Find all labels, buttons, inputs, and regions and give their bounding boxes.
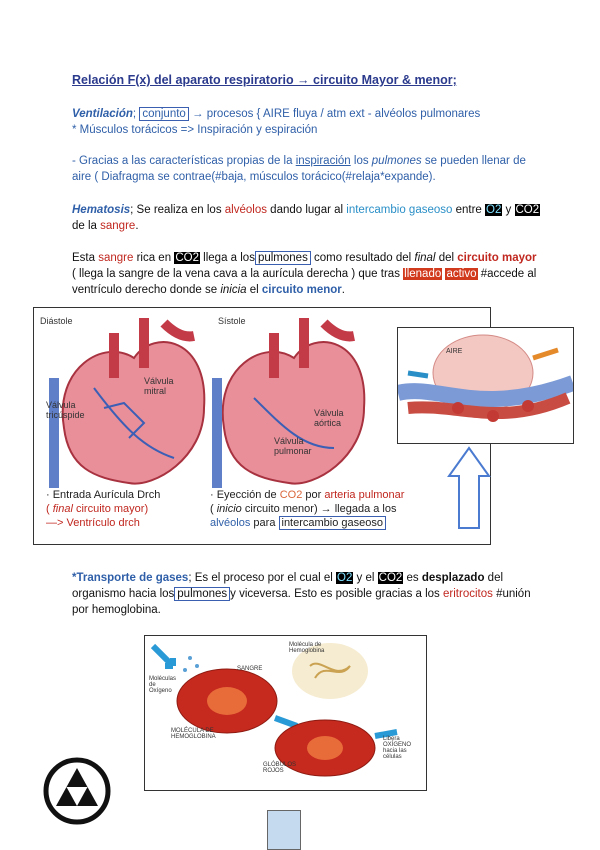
sangre-paragraph [72, 250, 542, 298]
hem-t4: y [502, 204, 515, 216]
heart-caption-right [210, 488, 485, 530]
aire-label: AIRE [446, 348, 463, 355]
sp-final: final [414, 252, 436, 264]
tr-co2: CO2 [378, 572, 403, 584]
hem-intercambio: intercambio gaseoso [346, 204, 453, 216]
hem-t5: de la [72, 220, 101, 232]
valvula-mitral-label: Válvula mitral [144, 376, 174, 396]
inspiracion-link: inspiración [295, 155, 351, 167]
cap-right-3a: alvéolos [210, 517, 251, 529]
sp-t9: . [341, 284, 345, 296]
transporte-paragraph [72, 570, 542, 618]
sp-t1: Esta [72, 252, 99, 264]
gracias-post: se pueden llenar de aire ( Diafragma se contrae(#baja, músculos torácico(#relaja*expande). [72, 155, 526, 183]
sp-t4: como resultado del [310, 252, 415, 264]
tr-pulmones: pulmones [174, 587, 230, 601]
hem-t3: entre [452, 204, 486, 216]
up-arrow-icon [447, 446, 491, 530]
sp-sangre: sangre [98, 252, 134, 264]
ventilacion-line2: * Músculos torácicos => Inspiración y espiración [72, 124, 318, 136]
tr-t1: ; Es el proceso por el cual el [188, 572, 336, 584]
gracias-mid: los [350, 155, 372, 167]
alveolo-illustration [398, 328, 573, 443]
sangre-label: SANGRE [237, 666, 263, 672]
tr-t2: y el [353, 572, 378, 584]
molecula-hemoglobina-top-label: Molécula de Hemoglobina [289, 642, 325, 654]
sistole-label: Sístole [218, 316, 246, 326]
tr-o2: O2 [337, 572, 353, 584]
sep: ; [132, 108, 137, 120]
ventilacion-text: → procesos { AIRE fluya / atm ext - alvéolos pulmonares [188, 108, 481, 120]
page-title: Relación F(x) del aparato respiratorio → circuito Mayor & menor; [72, 73, 457, 87]
sp-llenado: llenado [404, 268, 442, 280]
cap-right-3c: intercambio gaseoso [279, 516, 387, 530]
libera-oxigeno-label: Libera OXÍGENO hacia las células [383, 736, 412, 760]
gracias-pre: - Gracias a las características propias de la [72, 155, 296, 167]
hem-t2: dando lugar al [266, 204, 347, 216]
sp-t6: ( llega la sangre de la vena cava a la aurícula derecha ) que tras [72, 268, 404, 280]
cap-left-2c: circuito mayor) [72, 503, 149, 515]
sp-t2: rica en [133, 252, 175, 264]
conjunto-box: conjunto [139, 107, 188, 121]
sp-t5: del [435, 252, 458, 264]
valvula-tricuspide-label: Válvula tricúspide [46, 400, 85, 420]
sp-circuito-menor: circuito menor [261, 284, 342, 296]
bottom-box [267, 810, 301, 850]
cap-right-1d: arteria pulmonar [324, 489, 405, 501]
ventilacion-term: Ventilación [72, 108, 133, 120]
tr-t6: #unión por hemoglobina. [72, 588, 531, 616]
cap-right-3b: para [250, 517, 279, 529]
sp-inicia: inicia [220, 284, 247, 296]
hem-t6: . [135, 220, 139, 232]
gracias-paragraph [72, 153, 542, 185]
cap-right-1a: · Eyección de [210, 489, 280, 501]
hematosis-term: Hematosis [72, 204, 131, 216]
tr-desplazado: desplazado [421, 572, 485, 584]
tr-t3: es [403, 572, 422, 584]
hem-alveolos: alvéolos [224, 204, 267, 216]
cap-left-2b: final [52, 503, 73, 515]
pulmones-italic: pulmones [371, 155, 422, 167]
sp-t3: llega a los [199, 252, 255, 264]
valvula-pulmonar-label: Válvula pulmonar [274, 436, 312, 456]
sp-pulmones: pulmones [255, 251, 311, 265]
globulos-rojos-label: GLÓBULOS ROJOS [263, 762, 297, 774]
cap-right-2c: circuito menor) → llegada a los [241, 503, 397, 515]
hematosis-paragraph [72, 202, 542, 234]
tr-t4: del organismo hacia los [72, 572, 504, 600]
cap-right-1b: CO2 [279, 489, 303, 501]
cap-left-1: · Entrada Aurícula Drch [46, 489, 161, 501]
heart-caption-left [46, 488, 221, 530]
sp-activo: activo [446, 268, 477, 280]
ventilacion-paragraph [72, 106, 542, 138]
diastole-label: Diástole [40, 316, 73, 326]
hem-sangre: sangre [100, 220, 136, 232]
sp-co2: CO2 [175, 252, 199, 264]
transporte-term: *Transporte de gases [72, 572, 189, 584]
cap-right-2b: inicio [216, 503, 242, 515]
alveolo-figure [397, 327, 574, 444]
hem-t1: ; Se realiza en los [130, 204, 225, 216]
hemoglobina-figure [144, 635, 427, 791]
hem-co2: CO2 [515, 204, 540, 216]
tr-t5: y viceversa. Esto es posible gracias a los [230, 588, 444, 600]
tr-eritrocitos: eritrocitos [443, 588, 493, 600]
cap-right-2a: ( [210, 503, 217, 515]
triforce-logo-icon [42, 756, 112, 826]
cap-left-2a: ( [46, 503, 53, 515]
heart-sistole-drawing [217, 318, 364, 488]
cap-left-3: —> Ventrículo drch [46, 517, 140, 529]
sp-t8: el [246, 284, 262, 296]
sp-t7: #accede al ventrículo derecho donde se [72, 268, 537, 296]
hem-o2: O2 [486, 204, 502, 216]
sp-circuito-mayor: circuito mayor [457, 252, 537, 264]
cap-right-1c: por [302, 489, 325, 501]
valvula-aortica-label: Válvula aórtica [314, 408, 344, 428]
moleculas-oxigeno-label: Moléculas de Oxígeno [149, 676, 177, 694]
molecula-de-hemoglobina-label: MOLÉCULA DE HEMOGLOBINA [171, 728, 216, 740]
